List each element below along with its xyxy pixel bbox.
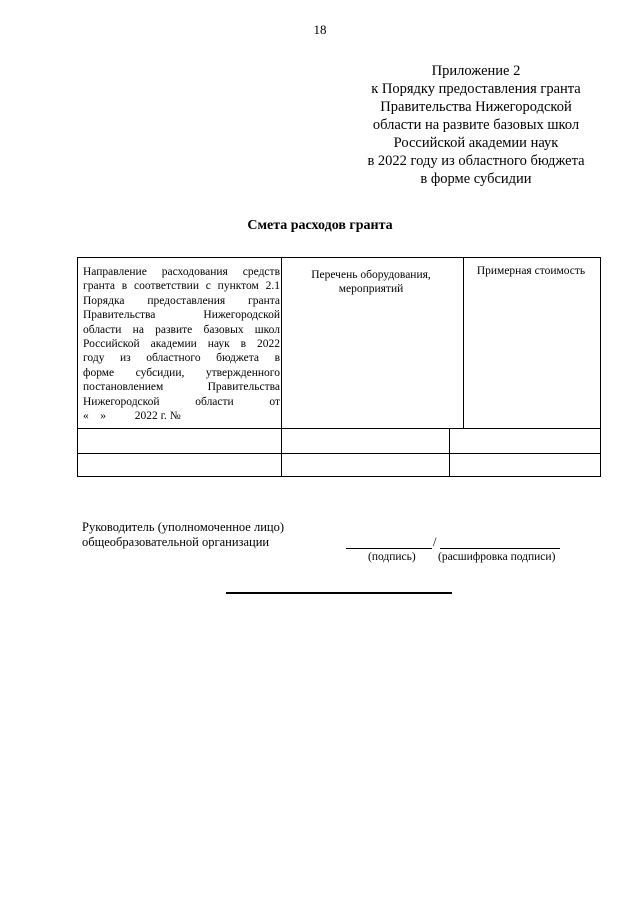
table-divider (463, 258, 464, 428)
header-line: « » 2022 г. № (83, 410, 181, 423)
table-divider (78, 453, 600, 454)
table-divider (78, 428, 600, 429)
header-line: году из областного бюджета в (83, 352, 280, 365)
table-divider (281, 258, 282, 477)
signature-field[interactable] (346, 548, 432, 549)
document-title: Смета расходов гранта (247, 218, 393, 233)
page-number: 18 (313, 22, 327, 37)
signature-decoding-caption: (расшифровка подписи) (438, 551, 556, 563)
appendix-line: Правительства Нижегородской (380, 99, 572, 115)
header-line: Российской академии наук в 2022 (83, 338, 280, 351)
header-line: Нижегородской области от (83, 395, 280, 408)
header-line: Направление расходования средств (83, 266, 280, 278)
header-cell-equipment (283, 268, 459, 297)
header-line: форме субсидии, утвержденного (83, 366, 280, 379)
appendix-line: Приложение 2 (431, 63, 521, 79)
signature-label (82, 520, 284, 550)
signature-slash: / (433, 535, 437, 549)
budget-table (77, 257, 601, 477)
appendix-line: Российской академии наук (393, 135, 559, 151)
header-line: Перечень оборудования, (311, 269, 431, 281)
signature-label-line: Руководитель (уполномоченное лицо) (82, 520, 285, 534)
header-cell-direction (83, 265, 280, 423)
signature-label-line: общеобразовательной организации (82, 535, 270, 549)
appendix-line: к Порядку предоставления гранта (371, 81, 581, 97)
header-line: области на развите базовых школ (83, 323, 280, 336)
appendix-line: в 2022 году из областного бюджета (367, 153, 585, 169)
header-line: постановлением Правительства (83, 381, 280, 394)
appendix-line: в форме субсидии (420, 171, 532, 187)
signature-caption: (подпись) (368, 551, 416, 563)
appendix-line: области на развите базовых школ (372, 117, 580, 133)
header-line: мероприятий (338, 283, 404, 296)
appendix-header (348, 62, 604, 188)
header-line: Правительства Нижегородской (83, 309, 280, 322)
header-cell-cost: Примерная стоимость (476, 265, 586, 277)
signature-decoding-field[interactable] (440, 548, 560, 549)
header-line: Порядка предоставления гранта (83, 294, 280, 307)
closing-rule (226, 592, 452, 594)
header-line: гранта в соответствии с пунктом 2.1 (83, 280, 280, 293)
